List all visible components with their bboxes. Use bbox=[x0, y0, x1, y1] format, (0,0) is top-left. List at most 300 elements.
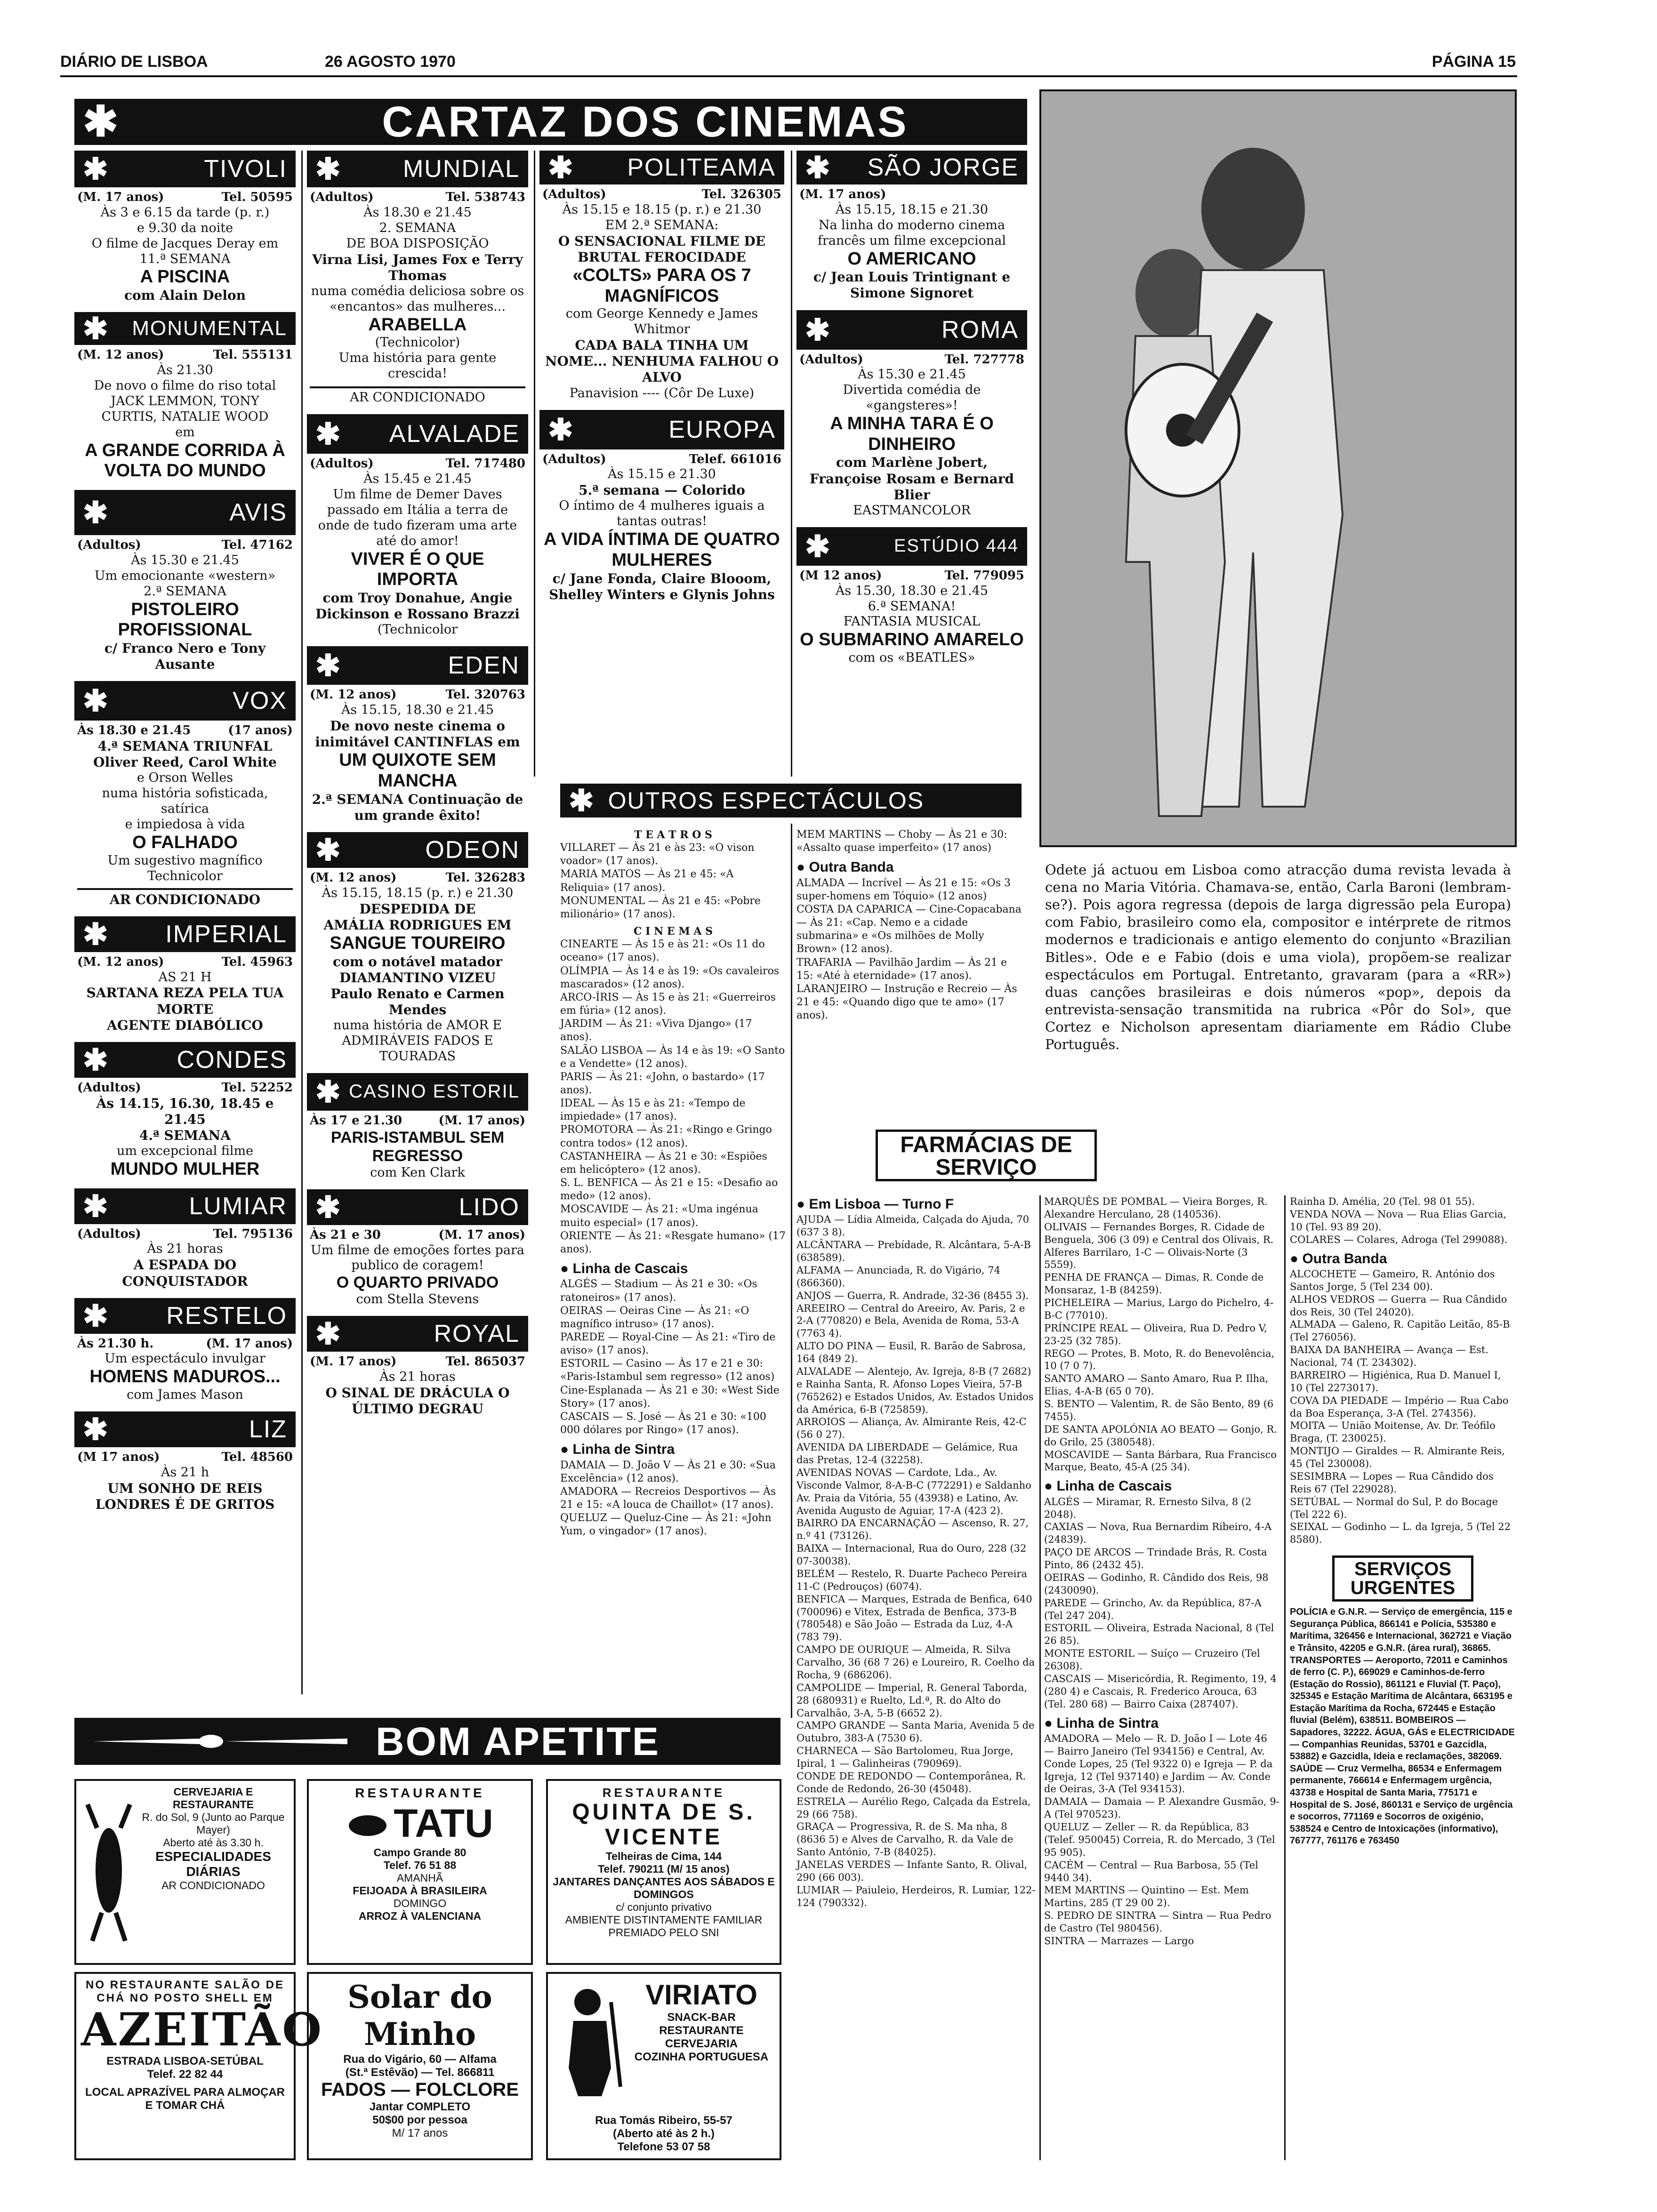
film-cast: com Alain Delon bbox=[124, 288, 246, 304]
line: 5.ª semana — Colorido bbox=[579, 482, 745, 498]
ad-cervejaria bbox=[74, 1779, 296, 1965]
line: Divertida comédia de «gangsteres»! bbox=[843, 383, 981, 413]
pharmacy: MONTIJO — Giraldes — R. Almirante Reis, 45 (Tel 230008). bbox=[1290, 1445, 1505, 1470]
cutlery-icon bbox=[84, 1723, 366, 1760]
age-rating: (M. 12 anos) bbox=[310, 688, 397, 702]
listing: PROMOTORA — Às 21: «Ringo e Gringo contra todos» (12 anos). bbox=[560, 1124, 772, 1149]
ad-phone: Telef. 790211 (M/ 15 anos) bbox=[598, 1862, 730, 1875]
pharmacy: JANELAS VERDES — Infante Santo, R. Olival, 290 (66 003). bbox=[796, 1859, 1028, 1883]
line: e 9.30 da noite bbox=[137, 220, 233, 235]
ad-line: AMBIENTE DISTINTAMENTE FAMILIAR bbox=[565, 1913, 763, 1926]
phone: Tel. 865037 bbox=[445, 1354, 525, 1369]
line: Às 21 horas bbox=[379, 1370, 456, 1385]
listing: ALMADA — Incrível — Às 21 e 15: «Os 3 super-homens em Tóquio» (12 anos) bbox=[796, 877, 1011, 902]
star-icon: ✱ bbox=[83, 1412, 108, 1446]
pharmacy: CHARNECA — São Bartolomeu, Rua Jorge, Ipiral, 1 — Galinheiras (790969). bbox=[796, 1745, 1014, 1770]
star-icon: ✱ bbox=[315, 152, 341, 186]
bullet-icon: ● bbox=[796, 1196, 809, 1212]
cinema-column-3 bbox=[539, 151, 784, 611]
phone: Tel. 45963 bbox=[221, 954, 293, 969]
lobster-icon bbox=[83, 1800, 135, 1946]
cinema-roma bbox=[796, 310, 1027, 527]
pharmacy: ALGÉS — Miramar, R. Ernesto Silva, 8 (2 2048). bbox=[1044, 1496, 1252, 1520]
tagline: Uma história para gente crescida! bbox=[338, 351, 497, 381]
ad-line: ARROZ À VALENCIANA bbox=[358, 1910, 482, 1922]
pharmacy: DE SANTA APOLÓNIA AO BEATO — Gonjo, R. do Grilo, 25 (380548). bbox=[1044, 1423, 1277, 1448]
film-title: UM SONHO DE REIS LONDRES É DE GRITOS bbox=[95, 1480, 275, 1512]
phone: Tel. 320763 bbox=[445, 688, 525, 702]
ad-name: VIRIATO bbox=[645, 1979, 757, 2011]
ad-address: ESTRADA LISBOA-SETÚBAL bbox=[106, 2054, 264, 2068]
listing: ALGÉS — Stadium — Às 21 e 30: «Os ratoneiros» (17 anos). bbox=[560, 1278, 757, 1304]
age-rating: (M. 17 anos) bbox=[438, 1113, 525, 1128]
film-format: (Technicolor bbox=[377, 622, 458, 637]
cascais-heading bbox=[560, 1260, 786, 1278]
pharmacy: CONDE DE REDONDO — Contemporânea, R. Conde de Redondo, 26-30 (45048). bbox=[796, 1770, 1026, 1795]
line: 2. SEMANA bbox=[379, 220, 456, 235]
cinema-column-2 bbox=[307, 151, 528, 1426]
pharmacy: ESTORIL — Oliveira, Estrada Nacional, 8 (Tel 26 85). bbox=[1044, 1622, 1274, 1647]
ad-viriato bbox=[546, 1972, 781, 2160]
pharmacy: CAXIAS — Nova, Rua Bernardim Ribeiro, 4-A (24839). bbox=[1044, 1521, 1272, 1546]
column-divider bbox=[791, 151, 792, 777]
ad-azeitao bbox=[74, 1972, 323, 2160]
ad-phone: Telef. 76 51 88 bbox=[383, 1859, 457, 1871]
cinema-imperial bbox=[74, 916, 296, 1042]
ad-name: TATU bbox=[394, 1801, 493, 1845]
cinema-name: ROMA bbox=[941, 316, 1019, 344]
star-icon: ✱ bbox=[83, 312, 108, 346]
column-divider bbox=[1039, 1195, 1041, 2160]
line: Um emocionante «western» bbox=[94, 568, 276, 583]
film-cast: com Stella Stevens bbox=[356, 1292, 479, 1307]
film-title: A GRANDE CORRIDA À VOLTA DO MUNDO bbox=[85, 440, 285, 481]
lisboa-heading bbox=[796, 1195, 1037, 1213]
phone: Tel. 326305 bbox=[701, 187, 781, 201]
film-title: SARTANA REZA PELA TUA MORTE bbox=[86, 985, 284, 1017]
ad-line: FADOS — FOLCLORE bbox=[321, 2079, 519, 2100]
pharmacy: AMADORA — Melo — R. D. João I — Lote 46 — Bairro Janeiro (Tel 934156) e Central, Av. Conde Lopes, 25 (Tel 9322 0) e Igreja — P. da Igreja, 12 (Tel 937140) e Jardim — Av. Conde de Oeiras, 3-A (Tel 934153). bbox=[1044, 1732, 1273, 1795]
pharmacy: OEIRAS — Godinho, R. Cândido dos Reis, 98 (2430090). bbox=[1044, 1571, 1269, 1596]
line: Virna Lisi, James Fox e Terry Thomas bbox=[312, 251, 523, 283]
film-title: O FALHADO bbox=[132, 833, 238, 853]
listing: ORIENTE — Às 21: «Resgate humano» (17 anos). bbox=[560, 1230, 786, 1255]
cinema-politeama-header bbox=[539, 151, 784, 184]
pharmacy: PAÇO DE ARCOS — Trindade Brás, R. Costa Pinto, 86 (2432 45). bbox=[1044, 1547, 1267, 1571]
line: Às 15.15 e 21.30 bbox=[608, 467, 716, 482]
cinema-saojorge bbox=[796, 151, 1027, 310]
sintra-heading bbox=[1044, 1715, 1279, 1732]
farmacias-column-1 bbox=[796, 1195, 1037, 1909]
phone: Tel. 326283 bbox=[445, 870, 525, 885]
cinema-name: ALVALADE bbox=[389, 420, 520, 448]
film-title: VIVER É O QUE IMPORTA bbox=[351, 549, 484, 590]
outros-column-2 bbox=[796, 828, 1022, 1022]
listing: OEIRAS — Oeiras Cine — Às 21: «O magnífico intruso» (17 anos). bbox=[560, 1305, 749, 1330]
film-cast: com os «BEATLES» bbox=[848, 650, 975, 665]
heading-text: Linha de Sintra bbox=[572, 1442, 675, 1458]
line: 11.ª SEMANA bbox=[139, 251, 231, 266]
listing: QUELUZ — Queluz-Cine — Às 21: «John Yum, o vingador» (17 anos). bbox=[560, 1512, 772, 1538]
film-cast: com James Mason bbox=[127, 1387, 243, 1403]
phone: Tel. 538743 bbox=[445, 190, 525, 204]
cinema-odeon bbox=[307, 832, 528, 1073]
pharmacy: MEM MARTINS — Quintino — Est. Mem Martins, 285 (T 29 00 2). bbox=[1044, 1884, 1249, 1909]
film-note: numa história de AMOR E ADMIRÁVEIS FADOS E TOURADAS bbox=[333, 1018, 502, 1064]
cinema-avis bbox=[74, 490, 296, 681]
ad-name: AZEITÃO bbox=[81, 2003, 323, 2056]
cinema-lumiar-header bbox=[74, 1188, 296, 1224]
pharmacy: CACÉM — Central — Rua Barbosa, 55 (Tel 9440 34). bbox=[1044, 1859, 1258, 1883]
line: Às 15.45 e 21.45 bbox=[363, 471, 472, 486]
listing: AMADORA — Recreios Desportivos — Às 21 e 15: «A louca de Chaillot» (17 anos). bbox=[560, 1485, 776, 1511]
heading-text: Linha de Cascais bbox=[572, 1261, 688, 1276]
cinema-tivoli bbox=[74, 151, 296, 312]
film-title: UM QUIXOTE SEM MANCHA bbox=[339, 750, 496, 791]
cinema-monumental bbox=[74, 312, 296, 490]
phone: Tel. 717480 bbox=[445, 457, 525, 471]
age-rating: (M. 17 anos) bbox=[799, 187, 886, 201]
line: e Orson Welles bbox=[137, 770, 233, 785]
star-icon: ✱ bbox=[83, 1189, 108, 1223]
line: um excepcional filme bbox=[116, 1144, 254, 1159]
cinema-politeama bbox=[539, 151, 784, 410]
pharmacy: PICHELEIRA — Marius, Largo do Pichelro, 4-B-C (77010). bbox=[1044, 1297, 1274, 1321]
sintra-heading bbox=[560, 1441, 786, 1459]
line: Às 18.30 e 21.45 bbox=[363, 205, 472, 220]
cinema-eden-header bbox=[307, 646, 528, 685]
ad-line: JANTARES DANÇANTES AOS SÁBADOS E DOMINGOS bbox=[553, 1875, 775, 1900]
column-divider bbox=[534, 151, 535, 777]
bullet-icon: ● bbox=[560, 1442, 573, 1458]
film-cast: com Marlène Jobert, Françoise Rosam e Bernard Blier bbox=[809, 455, 1014, 503]
cinema-mundial-header bbox=[307, 151, 528, 187]
cinema-column-1 bbox=[74, 151, 296, 1521]
cinema-vox bbox=[74, 681, 296, 916]
listing: IDEAL — Às 15 e às 21: «Tempo de impiedade» (17 anos). bbox=[560, 1098, 746, 1123]
teatros-heading: T E A T R O S bbox=[634, 829, 712, 841]
bom-apetite-banner bbox=[74, 1718, 780, 1765]
film-format: EASTMANCOLOR bbox=[853, 503, 971, 518]
line: FANTASIA MUSICAL bbox=[843, 614, 981, 629]
tagline: CADA BALA TINHA UM NOME... NENHUMA FALHOU O ALVO bbox=[545, 337, 779, 385]
ad-solar-minho bbox=[307, 1972, 533, 2160]
ad-specials: ESPECIALIDADES DIÁRIAS bbox=[155, 1849, 271, 1879]
cinema-roma-header bbox=[796, 310, 1027, 350]
cinema-column-4 bbox=[796, 151, 1027, 674]
pharmacy: COVA DA PIEDADE — Império — Rua Cabo da Boa Esperança, 3-A (Tel. 274356). bbox=[1290, 1395, 1509, 1419]
outra-banda-heading bbox=[1290, 1250, 1516, 1268]
pharmacy: CAMPO GRANDE — Santa Maria, Avenida 5 de Outubro, 383-A (7530 6). bbox=[796, 1720, 1035, 1744]
age-rating: (Adultos) bbox=[77, 1226, 141, 1241]
farmacias-title-box bbox=[876, 1130, 1097, 1181]
cinema-name: VOX bbox=[233, 687, 287, 715]
line: Na linha do moderno cinema francês um filme excepcional bbox=[817, 217, 1006, 248]
pharmacy: MOSCAVIDE — Santa Bárbara, Rua Francisco Marque, Beato, 45-A (25 34). bbox=[1044, 1449, 1277, 1473]
showtimes: Às 18.30 e 21.45 bbox=[77, 723, 191, 738]
listing: DAMAIA — D. João V — Às 21 e 30: «Sua Excelência» (12 anos). bbox=[560, 1459, 776, 1484]
film-format: (Technicolor) bbox=[375, 335, 460, 350]
cinema-lumiar bbox=[74, 1188, 296, 1298]
pharmacy: PENHA DE FRANÇA — Dimas, R. Conde de Monsaraz, 1-B (84259). bbox=[1044, 1272, 1264, 1296]
ad-address: Rua Tomás Ribeiro, 55-57 bbox=[595, 2114, 732, 2127]
cinema-avis-header bbox=[74, 490, 296, 535]
ad-name: Solar do Minho bbox=[347, 1979, 492, 2053]
ad-line: AMANHÃ bbox=[396, 1872, 443, 1884]
cinema-royal bbox=[307, 1316, 528, 1426]
pharmacy: PRÍNCIPE REAL — Oliveira, Rua D. Pedro V, 23-25 (32 785). bbox=[1044, 1322, 1267, 1346]
film-cast: com George Kennedy e James Whitmor bbox=[565, 306, 758, 337]
film-title: ARABELLA bbox=[368, 314, 467, 335]
ad-address: Telheiras de Cima, 144 bbox=[605, 1850, 722, 1862]
line: EM 2.ª SEMANA: bbox=[605, 217, 719, 232]
cinema-restelo-header bbox=[74, 1298, 296, 1334]
ad-line: DOMINGO bbox=[393, 1897, 447, 1909]
cinema-name: CASINO ESTORIL bbox=[349, 1081, 520, 1102]
cinema-estoril bbox=[307, 1073, 528, 1189]
pharmacy: BENFICA — Marques, Estrada de Benfica, 640 (700096) e Vitex, Estrada de Benfica, 373-B (780548) e São João — Estrada da Luz, 4-A (783 79). bbox=[796, 1593, 1032, 1643]
pharmacy: SETÚBAL — Normal do Sul, P. do Bocage (Tel 222 6). bbox=[1290, 1496, 1498, 1520]
ad-phone: Telefone 53 07 58 bbox=[617, 2140, 710, 2153]
line: 4.ª SEMANA TRIUNFAL bbox=[97, 738, 273, 754]
outros-title: OUTROS ESPECTÁCULOS bbox=[608, 787, 925, 814]
film-cast: com Ken Clark bbox=[370, 1165, 465, 1180]
listing: CASCAIS — S. José — Às 21 e 30: «100 000 dólares por Ringo» (17 anos). bbox=[560, 1411, 766, 1436]
line: De novo o filme do riso total bbox=[94, 378, 276, 393]
pharmacy: MARQUÊS DE POMBAL — Vieira Borges, R. Alexandre Herculano, 28 (140536). bbox=[1044, 1196, 1268, 1220]
listing: ARCO-ÍRIS — Às 15 e às 21: «Guerreiros em fúria» (12 anos). bbox=[560, 991, 776, 1017]
listing: JARDIM — Às 21: «Viva Django» (17 anos). bbox=[560, 1018, 752, 1043]
pharmacy: AVENIDAS NOVAS — Cardote, Lda., Av. Visconde Valmor, 8-A-B-C (772291) e Saldanho Av. Praia da Vitória, 55 (43938) e Latino, Av. Avenida Augusto de Aguiar, 17-A (423 2). bbox=[796, 1467, 1031, 1516]
column-divider bbox=[301, 151, 303, 1694]
cinema-estoril-header bbox=[307, 1073, 528, 1111]
line: numa comédia deliciosa sobre os «encantos» das mulheres... bbox=[311, 283, 524, 314]
ad-ac: AR CONDICIONADO bbox=[161, 1879, 265, 1891]
bullet-icon: ● bbox=[796, 859, 809, 875]
showtimes: Às 21.30 h. bbox=[77, 1336, 154, 1351]
bom-apetite-title: BOM APETITE bbox=[376, 1719, 660, 1763]
pharmacy: AVENIDA DA LIBERDADE — Gelámice, Rua das Pretas, 12-4 (32258). bbox=[796, 1442, 1018, 1466]
age-rating: (M. 17 anos) bbox=[438, 1227, 525, 1242]
line: DE BOA DISPOSIÇÃO bbox=[346, 236, 489, 251]
line: Às 21 horas bbox=[147, 1242, 223, 1257]
pharmacy: ALCOCHETE — Gameiro, R. António dos Santos Jorge, 5 (Tel 234 00). bbox=[1290, 1268, 1495, 1292]
line: DESPEDIDA DE bbox=[359, 901, 476, 917]
heading-text: Em Lisboa — Turno F bbox=[809, 1196, 954, 1212]
line: O íntimo de 4 mulheres iguais a tantas outras! bbox=[559, 498, 765, 529]
pharmacy: MONTE ESTORIL — Suíço — Cruzeiro (Tel 26308). bbox=[1044, 1648, 1260, 1672]
cinema-europa bbox=[539, 410, 784, 611]
ad-address: R. do Sol, 9 (Junto ao Parque Mayer) bbox=[142, 1811, 285, 1836]
listing: MONUMENTAL — Às 21 e 45: «Pobre milionário» (17 anos). bbox=[560, 895, 761, 920]
line: Um espectáculo invulgar bbox=[105, 1351, 265, 1366]
listing: ESTORIL — Casino — Às 17 e 21 e 30: «Paris-Istambul sem regresso» (12 anos) Cine-Esplanada — Às 21 e 30: «West Side Story» (17 anos). bbox=[560, 1358, 780, 1410]
film-cast: com o notável matador DIAMANTINO VIZEU bbox=[333, 954, 502, 986]
newspaper-name: DIÁRIO DE LISBOA bbox=[60, 53, 208, 71]
outros-banner bbox=[560, 784, 1022, 817]
phone: Tel. 48560 bbox=[221, 1450, 293, 1464]
cinema-mundial bbox=[307, 151, 528, 414]
farmacias-column-3 bbox=[1290, 1195, 1516, 1847]
phone: Tel. 47162 bbox=[221, 538, 293, 553]
cinema-royal-header bbox=[307, 1316, 528, 1352]
line: e impiedosa à vida bbox=[125, 817, 245, 832]
cinema-estudio-header bbox=[796, 527, 1027, 566]
cinema-saojorge-header bbox=[796, 151, 1027, 184]
film-title: SANGUE TOUREIRO bbox=[330, 933, 506, 953]
cinema-name: SÃO JORGE bbox=[867, 154, 1019, 181]
ad-tatu bbox=[307, 1779, 533, 1965]
duo-photo bbox=[1041, 91, 1515, 845]
pharmacy: REGO — Protes, B. Moto, R. do Benevolência, 10 (7 0 7). bbox=[1044, 1347, 1275, 1372]
cinema-name: LUMIAR bbox=[189, 1192, 287, 1220]
heading-text: Linha de Cascais bbox=[1056, 1478, 1172, 1494]
star-icon: ✱ bbox=[315, 1317, 341, 1351]
ac-note: AR CONDICIONADO bbox=[310, 386, 525, 406]
phone: Tel. 52252 bbox=[221, 1080, 293, 1095]
heading-text: Outra Banda bbox=[1302, 1250, 1387, 1266]
ad-line: CERVEJARIA bbox=[665, 2037, 738, 2050]
ad-line: LOCAL APRAZÍVEL PARA ALMOÇAR E TOMAR CHÁ bbox=[85, 2085, 285, 2112]
pharmacy: Rainha D. Amélia, 20 (Tel. 98 01 55). bbox=[1290, 1196, 1475, 1207]
pharmacy: DAMAIA — Damaia — P. Alexandre Gusmão, 9-A (Tel 970523). bbox=[1044, 1796, 1279, 1820]
line: JACK LEMMON, TONY bbox=[111, 393, 259, 409]
star-icon: ✱ bbox=[548, 151, 573, 184]
line: Às 15.15, 18.30 e 21.45 bbox=[341, 702, 494, 717]
listing: OLÍMPIA — Às 14 e às 19: «Os cavaleiros mascarados» (12 anos). bbox=[560, 965, 780, 990]
heading-text: Linha de Sintra bbox=[1056, 1715, 1159, 1731]
listing: COSTA DA CAPARICA — Cine-Copacabana — Às 21: «Cap. Nemo e a cidade submarina» e «Os milhões de Molly Brown» (12 anos). bbox=[796, 904, 1022, 955]
cinema-restelo bbox=[74, 1298, 296, 1411]
ac-note: AR CONDICIONADO bbox=[77, 888, 293, 908]
cinema-name: EDEN bbox=[448, 652, 520, 680]
line: Um filme de Demer Daves passado em Itália a terra de onde de tudo fizeram uma arte até do amor! bbox=[318, 487, 517, 548]
pharmacy: ALVALADE — Alentejo, Av. Igreja, 8-B (7 2682) e Rainha Santa, R. Afonso Lopes Vieira, 57-B (765262) e Estados Unidos, Av. Estados Unidos da América, 6-B (725859). bbox=[796, 1365, 1034, 1415]
pharmacy: QUELUZ — Zeller — R. da República, 83 (Telef. 950045) Correia, R. do Mercado, 3 (Tel 95 905). bbox=[1044, 1821, 1275, 1858]
line: Às 21 h bbox=[161, 1465, 209, 1480]
listing: VILLARET — Às 21 e às 23: «O vison voador» (17 anos). bbox=[560, 842, 755, 867]
ad-phone: Telef. 22 82 44 bbox=[147, 2068, 223, 2081]
cinema-name: LIZ bbox=[249, 1416, 287, 1443]
pharmacy: COLARES — Colares, Adroga (Tel 299088). bbox=[1290, 1234, 1508, 1245]
column-divider bbox=[791, 824, 792, 1718]
outros-column-1 bbox=[560, 828, 786, 1539]
cinema-liz bbox=[74, 1411, 296, 1521]
pharmacy: SINTRA — Marrazes — Largo bbox=[1044, 1935, 1194, 1947]
pharmacy: SESIMBRA — Lopes — Rua Cândido dos Reis 67 (Tel 229028). bbox=[1290, 1470, 1494, 1495]
line: em bbox=[175, 425, 195, 440]
listing: MOSCAVIDE — Às 21: «Uma ingénua muito especial» (17 anos). bbox=[560, 1203, 758, 1229]
ad-headline: CERVEJARIA E RESTAURANTE bbox=[172, 1786, 254, 1811]
outra-banda-heading bbox=[796, 858, 1022, 876]
listing: MARIA MATOS — Às 21 e 45: «A Reliquia» (17 anos). bbox=[560, 868, 734, 894]
age-rating: (Adultos) bbox=[542, 187, 606, 201]
ad-line: PREMIADO PELO SNI bbox=[608, 1926, 719, 1939]
cinema-name: AVIS bbox=[229, 499, 287, 527]
film-title: «COLTS» PARA OS 7 MAGNÍFICOS bbox=[572, 265, 751, 306]
age-rating: (Adultos) bbox=[310, 190, 374, 204]
line: Às 21.30 bbox=[157, 363, 213, 378]
film-title: HOMENS MADUROS... bbox=[89, 1367, 281, 1387]
star-icon: ✱ bbox=[569, 784, 594, 817]
star-icon: ✱ bbox=[548, 412, 573, 447]
pharmacy: ANJOS — Guerra, R. Andrade, 32-36 (8455 3). bbox=[796, 1290, 1029, 1301]
phone: Tel. 727778 bbox=[944, 352, 1024, 367]
cinema-liz-header bbox=[74, 1411, 296, 1447]
ad-headline: RESTAURANTE bbox=[355, 1786, 485, 1800]
page-number: PÁGINA 15 bbox=[1432, 53, 1516, 71]
film-cast-2: Paulo Renato e Carmen Mendes bbox=[330, 986, 505, 1018]
cascais-heading bbox=[1044, 1477, 1279, 1495]
film-title: A PISCINA bbox=[140, 267, 230, 287]
bullet-icon: ● bbox=[1044, 1715, 1057, 1731]
star-icon: ✱ bbox=[83, 98, 119, 145]
listing: LARANJEIRO — Instrução e Recreio — Às 21 e 45: «Quando digo que te amo» (17 anos). bbox=[796, 983, 1017, 1022]
line: AS 21 H bbox=[158, 970, 212, 985]
ad-line: c/ conjunto privativo bbox=[616, 1900, 712, 1913]
age-rating: (M. 17 anos) bbox=[206, 1336, 293, 1351]
bullet-icon: ● bbox=[1044, 1478, 1057, 1494]
age-rating: (Adultos) bbox=[310, 457, 374, 471]
figure-head-man bbox=[1201, 148, 1305, 270]
film-cast: c/ Franco Nero e Tony Ausante bbox=[104, 641, 266, 673]
pharmacy: ALHOS VEDROS — Guerra — Rua Cândido dos Reis, 30 (Tel 24020). bbox=[1290, 1293, 1507, 1318]
line: CURTIS, NATALIE WOOD bbox=[101, 409, 269, 424]
pharmacy: BAIXA DA BANHEIRA — Avança — Est. Nacional, 74 (T. 234302). bbox=[1290, 1344, 1488, 1369]
listing: TRAFARIA — Pavilhão Jardim — Às 21 e 15: «Até à eternidade» (17 anos). bbox=[796, 956, 1007, 982]
listing: S. L. BENFICA — Às 21 e 15: «Desafio ao medo» (12 anos). bbox=[560, 1177, 778, 1202]
phone: Tel. 555131 bbox=[213, 348, 293, 362]
pharmacy: S. PEDRO DE SINTRA — Sintra — Rua Pedro de Castro (Tel 980456). bbox=[1044, 1910, 1271, 1934]
star-icon: ✱ bbox=[83, 1042, 108, 1077]
film-cast: c/ Jean Louis Trintignant e Simone Signoret bbox=[813, 269, 1011, 301]
cinema-name: LIDO bbox=[458, 1193, 520, 1221]
servicos-title-box bbox=[1332, 1555, 1473, 1602]
pharmacy: ESTRELA — Aurélio Rego, Calçada da Estrela, 29 (66 758). bbox=[796, 1795, 1031, 1820]
pharmacy: ALTO DO PINA — Eusil, R. Barão de Sabrosa, 164 (849 2). bbox=[796, 1340, 1026, 1365]
line: O SENSACIONAL FILME DE BRUTAL FEROCIDADE bbox=[558, 233, 766, 265]
cinema-tivoli-header bbox=[74, 151, 296, 187]
film-title: A ESPADA DO CONQUISTADOR bbox=[122, 1257, 248, 1289]
pharmacy: OLIVAIS — Fernandes Borges, R. Cidade de Benguela, 306 (3 09) e Central dos Olivais, R. Alferes Barrilaro, 1-C — Olivais-Norte (3 5559). bbox=[1044, 1221, 1274, 1271]
ad-line: RESTAURANTE bbox=[659, 2024, 744, 2037]
line: Às 15.15, 18.15 (p. r.) e 21.30 bbox=[322, 885, 514, 900]
age-rating: (Adultos) bbox=[799, 352, 863, 367]
pharmacy: LUMIAR — Paiuleio, Herdeiros, R. Lumiar, 122-124 (790332). bbox=[796, 1884, 1036, 1908]
pharmacy: SANTO AMARO — Santo Amaro, Rua P. Ilha, Elias, 4-A-B (65 0 70). bbox=[1044, 1373, 1269, 1397]
age-rating: (M. 17 anos) bbox=[310, 1354, 397, 1369]
cinema-name: TIVOLI bbox=[204, 155, 287, 183]
ad-name: QUINTA DE S. VICENTE bbox=[572, 1800, 756, 1850]
listing: SALÃO LISBOA — Às 14 e às 19: «O Santo e a Vendette» (12 anos). bbox=[560, 1044, 785, 1070]
pharmacy: CASCAIS — Misericórdia, R. Regimento, 19, 4 (280 4) e Cascais, R. Frederico Arouca, 63 (Tel. 280 68) — Bairro Caixa (287407). bbox=[1044, 1673, 1277, 1710]
star-icon: ✱ bbox=[315, 833, 341, 867]
cinema-name: IMPERIAL bbox=[165, 920, 287, 948]
star-icon: ✱ bbox=[83, 684, 108, 718]
age-rating: (Adultos) bbox=[77, 1080, 141, 1095]
ad-address: Campo Grande 80 bbox=[373, 1846, 467, 1859]
cinema-name: ROYAL bbox=[434, 1320, 520, 1348]
ad-hours: (Aberto até às 2 h.) bbox=[612, 2127, 715, 2140]
age-rating: (M. 17 anos) bbox=[77, 190, 164, 204]
photo-frame bbox=[1039, 89, 1517, 847]
cinema-name: CONDES bbox=[177, 1046, 287, 1074]
age-rating: (M 17 anos) bbox=[77, 1450, 160, 1464]
film-cast: Um sugestivo magnífico Technicolor bbox=[107, 853, 263, 883]
listing: CINEARTE — Às 15 e às 21: «Os 11 do oceano» (17 anos). bbox=[560, 938, 765, 964]
age-rating: (M. 12 anos) bbox=[310, 870, 397, 885]
pharmacy: PAREDE — Grincho, Av. da República, 87-A (Tel 247 204). bbox=[1044, 1597, 1262, 1621]
